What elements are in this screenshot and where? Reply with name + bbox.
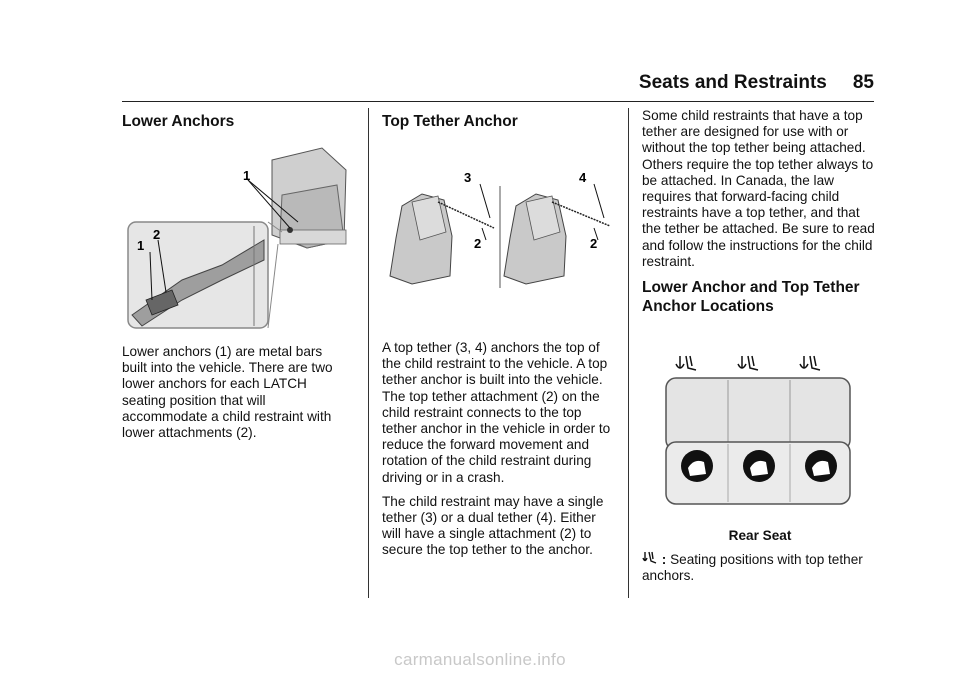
- figure-label-4: 4: [579, 170, 587, 185]
- column-divider-1: [368, 108, 369, 598]
- top-tether-paragraph-1: A top tether (3, 4) anchors the top of the child restraint to the vehicle. A top tether anchor is built into the vehicle. The top tether attachment (2) on the child restraint connects to the top tether anchor in the vehicle in order to reduce the forward movement and rotation of the child restraint during driving or in a crash.: [382, 340, 611, 485]
- lower-anchors-text: [122, 344, 350, 449]
- section-heading-anchor-locations: Lower Anchor and Top Tether Anchor Locations: [642, 279, 860, 316]
- section-heading-lower-anchors: Lower Anchors: [122, 113, 235, 130]
- rear-seat-figure: [664, 350, 854, 510]
- figure-label-3: 3: [464, 170, 472, 185]
- header-rule: [122, 101, 874, 102]
- column-top-tether: [382, 108, 614, 131]
- top-tether-illustration: [382, 166, 618, 292]
- section-heading-top-tether: Top Tether Anchor: [382, 113, 518, 130]
- top-tether-paragraph-2: The child restraint may have a single tether (3) or a dual tether (4). Either will have a single attachment (2) to secure the top tether to the anchor.: [382, 493, 604, 558]
- lower-anchors-figure: [122, 140, 358, 332]
- lower-anchor-icon-right: [805, 450, 837, 482]
- lower-anchor-icon-center: [743, 450, 775, 482]
- tether-anchor-symbol-icon: [642, 551, 658, 565]
- lower-anchors-paragraph: Lower anchors (1) are metal bars built into the vehicle. There are two lower anchors for each LATCH seating position that will accommodate a child restraint with lower attachments (2).: [122, 344, 333, 441]
- tether-anchor-icon-left: [676, 356, 696, 370]
- legend-separator: :: [661, 552, 667, 567]
- top-tether-figure: [382, 166, 618, 292]
- figure-label-2-right: 2: [590, 236, 598, 251]
- lower-anchor-icon-left: [681, 450, 713, 482]
- section-title: Seats and Restraints: [638, 72, 827, 93]
- page-number: 85: [852, 72, 874, 93]
- rear-seat-illustration: [664, 350, 854, 510]
- column-divider-2: [628, 108, 629, 598]
- legend: [642, 551, 878, 584]
- figure-label-2-left: 2: [474, 236, 482, 251]
- legend-text: Seating positions with top tether anchors.: [642, 552, 863, 584]
- page-header: [639, 72, 874, 94]
- figure-caption: Rear Seat: [728, 528, 792, 543]
- lower-anchors-illustration: [122, 140, 358, 332]
- tether-usage-paragraph: Some child restraints that have a top tether are designed for use with or without the top tether being attached. Others require the top tether always to be attached. In Canada, the law requires that forward-facing child restraints have a top tether, and that the tether be attached. Be sure to read and follow the instructions for the child restraint.: [642, 108, 875, 269]
- tether-anchor-icon-center: [738, 356, 758, 370]
- column-anchor-locations: [642, 108, 878, 316]
- figure-label-1-upper: 1: [243, 168, 251, 183]
- rear-seat-caption-block: [642, 528, 878, 584]
- figure-label-2: 2: [153, 227, 161, 242]
- figure-label-1-lower: 1: [137, 238, 145, 253]
- tether-anchor-icon-right: [800, 356, 820, 370]
- watermark: carmanualsonline.info: [394, 650, 566, 669]
- top-tether-text: [382, 340, 614, 567]
- column-lower-anchors: [122, 108, 350, 131]
